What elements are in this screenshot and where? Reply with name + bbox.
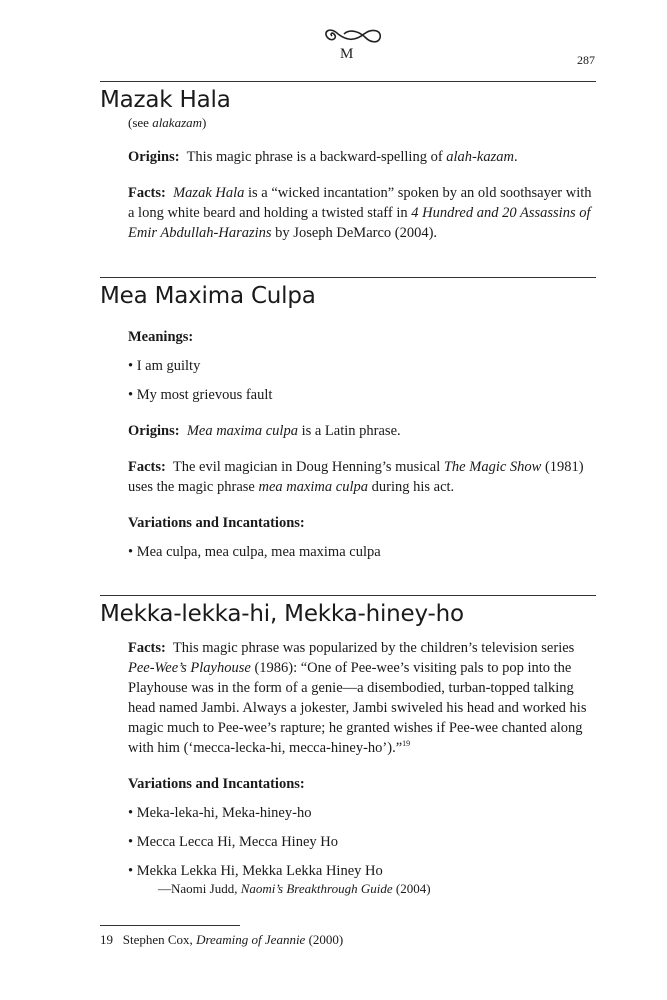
ornament-letter: M	[340, 46, 354, 62]
footnote-ref[interactable]: 19	[402, 739, 411, 749]
origins-paragraph: Origins: This magic phrase is a backward-spelling of alah-kazam.	[128, 149, 518, 165]
variation-item: • Mecca Lecca Hi, Mecca Hiney Ho	[128, 834, 338, 850]
page-number: 287	[577, 53, 595, 67]
entry-mea-maxima-culpa	[100, 277, 596, 562]
see-reference: (see alakazam)	[128, 115, 207, 130]
meaning-item: • My most grievous fault	[128, 387, 273, 403]
meanings-label: Meanings:	[128, 329, 194, 345]
swirl-ornament-icon	[320, 20, 386, 62]
entry-body	[128, 115, 596, 243]
variation-item: • Meka-leka-hi, Meka-hiney-ho	[128, 805, 312, 821]
entry-divider	[100, 81, 596, 82]
entry-divider	[100, 595, 596, 596]
quote-source: —Naomi Judd, Naomi’s Breakthrough Guide (2004)	[158, 881, 431, 896]
variations-label: Variations and Incantations:	[128, 776, 305, 792]
facts-paragraph: Facts: Mazak Hala is a “wicked incantation” spoken by an old soothsayer with a long white beard and holding a twisted staff in 4 Hundred and 20 Assassins of Emir Abdullah-Harazins by Joseph DeMarco (2004).	[128, 185, 592, 241]
entry-divider	[100, 277, 596, 278]
chapter-ornament	[320, 20, 386, 62]
entry-mekka-lekka-hi	[100, 595, 596, 897]
footnote-divider	[100, 925, 240, 926]
variation-item: • Mea culpa, mea culpa, mea maxima culpa	[128, 544, 381, 560]
origins-paragraph: Origins: Mea maxima culpa is a Latin phrase.	[128, 423, 401, 439]
entry-body	[128, 311, 596, 562]
footnote: 19 Stephen Cox, Dreaming of Jeannie (2000)	[100, 932, 344, 947]
entry-title: Mekka-lekka-hi, Mekka-hiney-ho	[100, 601, 464, 627]
entry-title: Mazak Hala	[100, 87, 231, 113]
facts-paragraph: Facts: The evil magician in Doug Henning’s musical The Magic Show (1981) uses the magic phrase mea maxima culpa during his act.	[128, 459, 584, 495]
variation-item: • Mekka Lekka Hi, Mekka Lekka Hiney Ho	[128, 863, 383, 879]
variations-label: Variations and Incantations:	[128, 515, 305, 531]
entry-body	[128, 629, 596, 897]
entry-mazak-hala	[100, 81, 596, 243]
facts-paragraph: Facts: This magic phrase was popularized by the children’s television series Pee-Wee’s Playhouse (1986): “One of Pee-wee’s visiting pals to pop into the Playhouse was in the form of a genie—a disembodied, turban-topped talking head named Jambi. Always a jokester, Jambi swiveled his head and worked his magic much to Pee-wee’s rapture; he granted wishes if Pee-wee chanted along with him (‘mecca-lecka-hi, mecca-hiney-ho’).”$^{19}$	[128, 640, 587, 756]
footnote-number: 19	[100, 932, 113, 947]
entry-title: Mea Maxima Culpa	[100, 283, 316, 309]
meaning-item: • I am guilty	[128, 358, 201, 374]
